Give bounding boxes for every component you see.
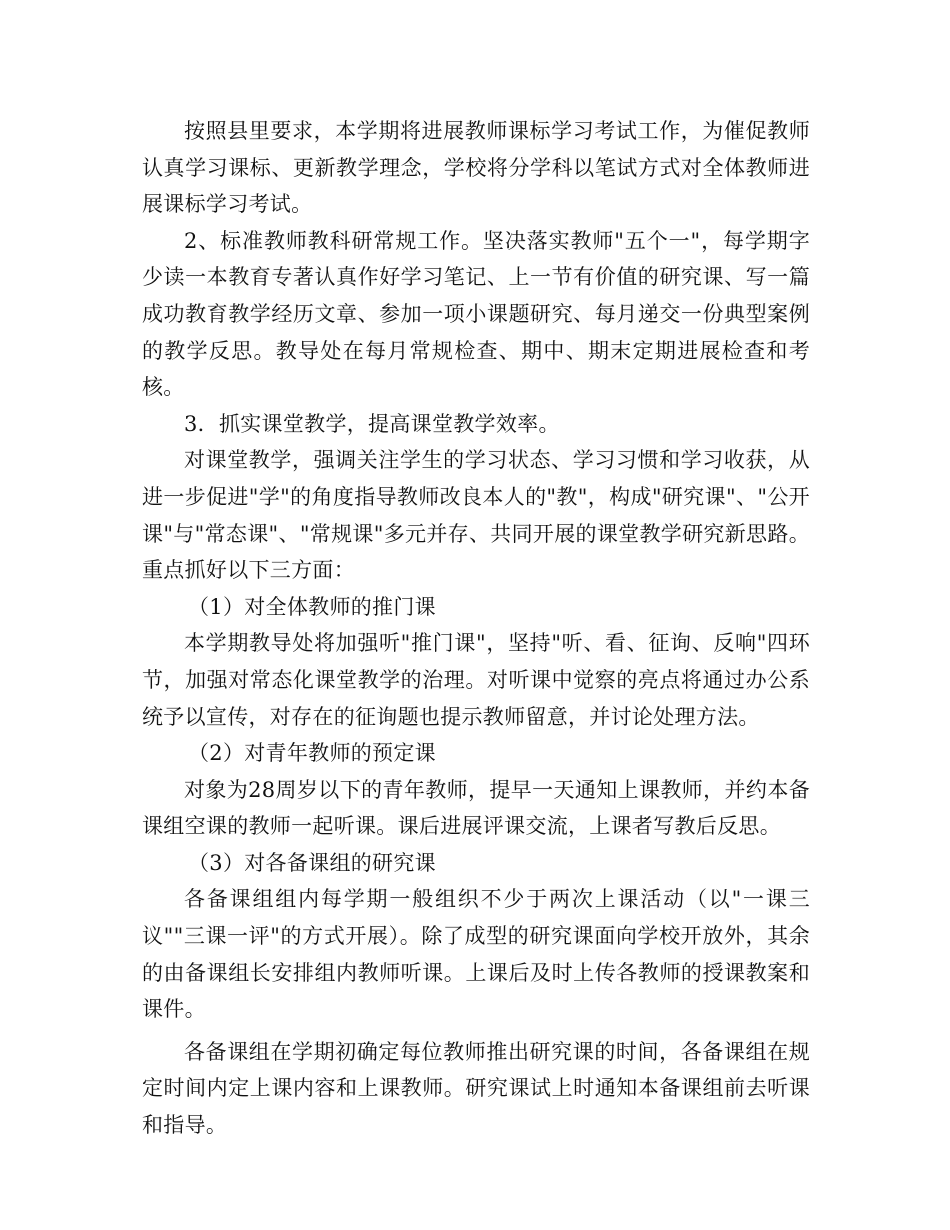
paragraph-item-2: 2、标准教师教科研常规工作。坚决落实教师"五个一"，每学期字少读一本教育专著认真作好学习笔记、上一节有价值的研究课、写一篇成功教育教学经历文章、参加一项小课题研究、每月递交一份典型案例的教学反思。教导处在每月常规检查、期中、期末定期进展检查和考核。 (142, 228, 810, 400)
paragraph-push-door-class: 本学期教导处将加强听"推门课"，坚持"听、看、征询、反响"四环节，加强对常态化课堂教学的治理。对听课中觉察的亮点将通过办公系统予以宣传，对存在的征询题也提示教师留意，并讨论处理方法。 (142, 631, 810, 729)
document-body (142, 113, 810, 1144)
paragraph-item-3-heading: 3．抓实课堂教学，提高课堂教学效率。 (184, 411, 560, 436)
subheading-scheduled-class: （2）对青年教师的预定课 (188, 741, 436, 766)
subheading-push-door-class: （1）对全体教师的推门课 (188, 594, 436, 619)
paragraph-classroom-teaching: 对课堂教学，强调关注学生的学习状态、学习习惯和学习收获，从进一步促进"学"的角度指导教师改良本人的"教"，构成"研究课"、"公开课"与"常态课"、"常规课"多元并存、共同开展的课堂教学研究新思路。重点抓好以下三方面： (142, 448, 810, 583)
paragraph-research-class: 各备课组组内每学期一般组织不少于两次上课活动（以"一课三议""三课一评"的方式开展）。除了成型的研究课面向学校开放外，其余的由备课组长安排组内教师听课。上课后及时上传各教师的授课教案和课件。 (142, 887, 810, 1022)
paragraph-research-schedule: 各备课组在学期初确定每位教师推出研究课的时间，各备课组在规定时间内定上课内容和上课教师。研究课试上时通知本备课组前去听课和指导。 (142, 1039, 810, 1138)
subheading-research-class: （3）对各备课组的研究课 (188, 850, 436, 875)
paragraph-scheduled-class: 对象为28周岁以下的青年教师，提早一天通知上课教师，并约本备课组空课的教师一起听课。课后进展评课交流，上课者写教后反思。 (142, 777, 810, 839)
paragraph-exam-intro: 按照县里要求，本学期将进展教师课标学习考试工作，为催促教师认真学习课标、更新教学理念，学校将分学科以笔试方式对全体教师进展课标学习考试。 (142, 119, 810, 217)
